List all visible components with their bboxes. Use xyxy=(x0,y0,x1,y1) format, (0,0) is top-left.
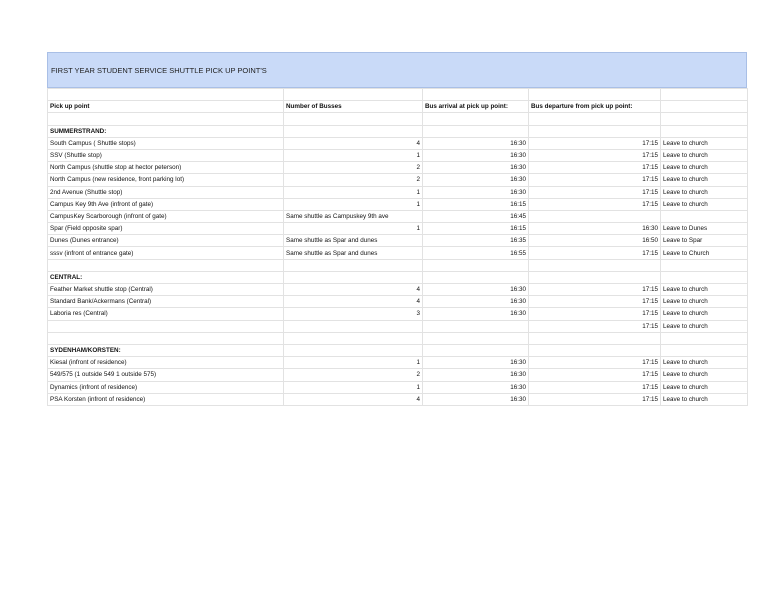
departure-time-cell: 17:15 xyxy=(529,284,661,296)
sheet-title-band xyxy=(47,52,747,88)
destination-cell: Leave to church xyxy=(661,149,748,161)
departure-time-cell: 16:30 xyxy=(529,223,661,235)
section-row xyxy=(48,344,748,356)
destination-cell: Leave to Church xyxy=(661,247,748,259)
pickup-point-cell: 549/575 (1 outside 549 1 outside 575) xyxy=(48,369,284,381)
bus-count-cell: 4 xyxy=(284,296,423,308)
bus-count-cell: 4 xyxy=(284,284,423,296)
arrival-time-cell: 16:30 xyxy=(423,296,529,308)
departure-time-cell: 17:15 xyxy=(529,369,661,381)
departure-time-cell: 17:15 xyxy=(529,149,661,161)
pickup-point-cell: SSV (Shuttle stop) xyxy=(48,149,284,161)
pickup-point-cell xyxy=(48,320,284,332)
empty-cell xyxy=(529,271,661,283)
destination-cell: Leave to church xyxy=(661,198,748,210)
table-row xyxy=(48,235,748,247)
column-header: Bus departure from pick up point: xyxy=(529,101,661,113)
departure-time-cell: 17:15 xyxy=(529,247,661,259)
table-row xyxy=(48,320,748,332)
destination-cell: Leave to church xyxy=(661,393,748,405)
column-header-row xyxy=(48,101,748,113)
bus-count-cell xyxy=(284,320,423,332)
section-row xyxy=(48,271,748,283)
empty-cell xyxy=(284,113,423,125)
empty-cell xyxy=(423,89,529,101)
arrival-time-cell: 16:30 xyxy=(423,369,529,381)
empty-cell xyxy=(284,344,423,356)
table-row xyxy=(48,198,748,210)
bus-count-cell: 1 xyxy=(284,357,423,369)
bus-count-cell: 4 xyxy=(284,393,423,405)
arrival-time-cell xyxy=(423,320,529,332)
section-label: SUMMERSTRAND: xyxy=(48,125,284,137)
destination-cell: Leave to church xyxy=(661,369,748,381)
bus-count-cell: 1 xyxy=(284,223,423,235)
empty-cell xyxy=(661,259,748,271)
pickup-point-cell: PSA Korsten (infront of residence) xyxy=(48,393,284,405)
arrival-time-cell: 16:30 xyxy=(423,308,529,320)
pickup-point-cell: Laboria res (Central) xyxy=(48,308,284,320)
destination-cell: Leave to church xyxy=(661,162,748,174)
table-row xyxy=(48,296,748,308)
section-label: CENTRAL: xyxy=(48,271,284,283)
arrival-time-cell: 16:55 xyxy=(423,247,529,259)
destination-cell: Leave to church xyxy=(661,357,748,369)
departure-time-cell: 17:15 xyxy=(529,393,661,405)
bus-count-cell: 4 xyxy=(284,137,423,149)
table-row xyxy=(48,381,748,393)
empty-cell xyxy=(284,259,423,271)
arrival-time-cell: 16:15 xyxy=(423,223,529,235)
empty-cell xyxy=(661,89,748,101)
table-row xyxy=(48,369,748,381)
arrival-time-cell: 16:30 xyxy=(423,381,529,393)
bus-count-cell: Same shuttle as Spar and dunes xyxy=(284,247,423,259)
destination-cell: Leave to church xyxy=(661,186,748,198)
empty-cell xyxy=(284,89,423,101)
blank-row xyxy=(48,259,748,271)
destination-cell: Leave to church xyxy=(661,320,748,332)
table-row xyxy=(48,357,748,369)
pickup-point-cell: South Campus ( Shuttle stops) xyxy=(48,137,284,149)
section-row xyxy=(48,125,748,137)
bus-count-cell: 1 xyxy=(284,198,423,210)
table-row xyxy=(48,308,748,320)
column-header: Pick up point xyxy=(48,101,284,113)
departure-time-cell: 17:15 xyxy=(529,320,661,332)
departure-time-cell: 17:15 xyxy=(529,162,661,174)
empty-cell xyxy=(48,259,284,271)
column-header xyxy=(661,101,748,113)
destination-cell: Leave to church xyxy=(661,174,748,186)
arrival-time-cell: 16:30 xyxy=(423,186,529,198)
destination-cell: Leave to Dunes xyxy=(661,223,748,235)
pickup-point-cell: Feather Market shuttle stop (Central) xyxy=(48,284,284,296)
bus-count-cell: 1 xyxy=(284,149,423,161)
table-row xyxy=(48,247,748,259)
pickup-point-cell: Kiesal (infront of residence) xyxy=(48,357,284,369)
empty-cell xyxy=(661,113,748,125)
pickup-point-cell: Spar (Field opposite spar) xyxy=(48,223,284,235)
pickup-point-cell: CampusKey Scarborough (infront of gate) xyxy=(48,210,284,222)
sheet-title: FIRST YEAR STUDENT SERVICE SHUTTLE PICK UP POINT'S xyxy=(51,65,267,75)
empty-cell xyxy=(661,344,748,356)
arrival-time-cell: 16:15 xyxy=(423,198,529,210)
empty-cell xyxy=(48,113,284,125)
pickup-point-cell: Dunes (Dunes entrance) xyxy=(48,235,284,247)
arrival-time-cell: 16:30 xyxy=(423,284,529,296)
pickup-point-cell: Campus Key 9th Ave (infront of gate) xyxy=(48,198,284,210)
bus-count-cell: Same shuttle as Spar and dunes xyxy=(284,235,423,247)
departure-time-cell: 17:15 xyxy=(529,137,661,149)
destination-cell: Leave to church xyxy=(661,308,748,320)
empty-cell xyxy=(661,125,748,137)
pickup-table xyxy=(47,88,748,406)
departure-time-cell: 17:15 xyxy=(529,308,661,320)
empty-cell xyxy=(48,332,284,344)
blank-row xyxy=(48,332,748,344)
destination-cell: Leave to church xyxy=(661,284,748,296)
pickup-point-cell: Standard Bank/Ackermans (Central) xyxy=(48,296,284,308)
blank-row xyxy=(48,113,748,125)
bus-count-cell: 2 xyxy=(284,174,423,186)
table-row xyxy=(48,149,748,161)
empty-cell xyxy=(529,344,661,356)
destination-cell: Leave to Spar xyxy=(661,235,748,247)
empty-cell xyxy=(48,89,284,101)
pickup-point-cell: North Campus (new residence, front parking lot) xyxy=(48,174,284,186)
table-row xyxy=(48,162,748,174)
departure-time-cell: 17:15 xyxy=(529,198,661,210)
departure-time-cell: 16:50 xyxy=(529,235,661,247)
empty-cell xyxy=(423,113,529,125)
arrival-time-cell: 16:30 xyxy=(423,149,529,161)
arrival-time-cell: 16:30 xyxy=(423,393,529,405)
empty-cell xyxy=(529,89,661,101)
destination-cell: Leave to church xyxy=(661,137,748,149)
empty-cell xyxy=(423,271,529,283)
empty-cell xyxy=(661,271,748,283)
empty-cell xyxy=(284,332,423,344)
arrival-time-cell: 16:45 xyxy=(423,210,529,222)
pickup-point-cell: Dynamics (infront of residence) xyxy=(48,381,284,393)
empty-cell xyxy=(529,259,661,271)
empty-cell xyxy=(423,332,529,344)
arrival-time-cell: 16:30 xyxy=(423,174,529,186)
blank-row xyxy=(48,89,748,101)
empty-cell xyxy=(529,125,661,137)
empty-cell xyxy=(423,344,529,356)
bus-count-cell: 2 xyxy=(284,369,423,381)
departure-time-cell: 17:15 xyxy=(529,296,661,308)
arrival-time-cell: 16:30 xyxy=(423,357,529,369)
pickup-point-cell: North Campus (shuttle stop at hector peterson) xyxy=(48,162,284,174)
table-row xyxy=(48,210,748,222)
column-header: Bus arrival at pick up point: xyxy=(423,101,529,113)
empty-cell xyxy=(284,125,423,137)
arrival-time-cell: 16:30 xyxy=(423,137,529,149)
departure-time-cell: 17:15 xyxy=(529,186,661,198)
table-row xyxy=(48,284,748,296)
column-header: Number of Busses xyxy=(284,101,423,113)
bus-count-cell: 2 xyxy=(284,162,423,174)
pickup-point-cell: sssv (infront of entrance gate) xyxy=(48,247,284,259)
table-row xyxy=(48,174,748,186)
destination-cell: Leave to church xyxy=(661,381,748,393)
bus-count-cell: 1 xyxy=(284,186,423,198)
empty-cell xyxy=(284,271,423,283)
table-row xyxy=(48,137,748,149)
departure-time-cell xyxy=(529,210,661,222)
empty-cell xyxy=(423,259,529,271)
table-row xyxy=(48,186,748,198)
table-row xyxy=(48,393,748,405)
empty-cell xyxy=(661,332,748,344)
bus-count-cell: 1 xyxy=(284,381,423,393)
empty-cell xyxy=(529,332,661,344)
destination-cell: Leave to church xyxy=(661,296,748,308)
empty-cell xyxy=(529,113,661,125)
section-label: SYDENHAM/KORSTEN: xyxy=(48,344,284,356)
departure-time-cell: 17:15 xyxy=(529,357,661,369)
pickup-point-cell: 2nd Avenue (Shuttle stop) xyxy=(48,186,284,198)
spreadsheet xyxy=(47,52,747,406)
table-row xyxy=(48,223,748,235)
arrival-time-cell: 16:30 xyxy=(423,162,529,174)
arrival-time-cell: 16:35 xyxy=(423,235,529,247)
departure-time-cell: 17:15 xyxy=(529,381,661,393)
bus-count-cell: 3 xyxy=(284,308,423,320)
bus-count-cell: Same shuttle as Campuskey 9th ave xyxy=(284,210,423,222)
departure-time-cell: 17:15 xyxy=(529,174,661,186)
empty-cell xyxy=(423,125,529,137)
destination-cell xyxy=(661,210,748,222)
